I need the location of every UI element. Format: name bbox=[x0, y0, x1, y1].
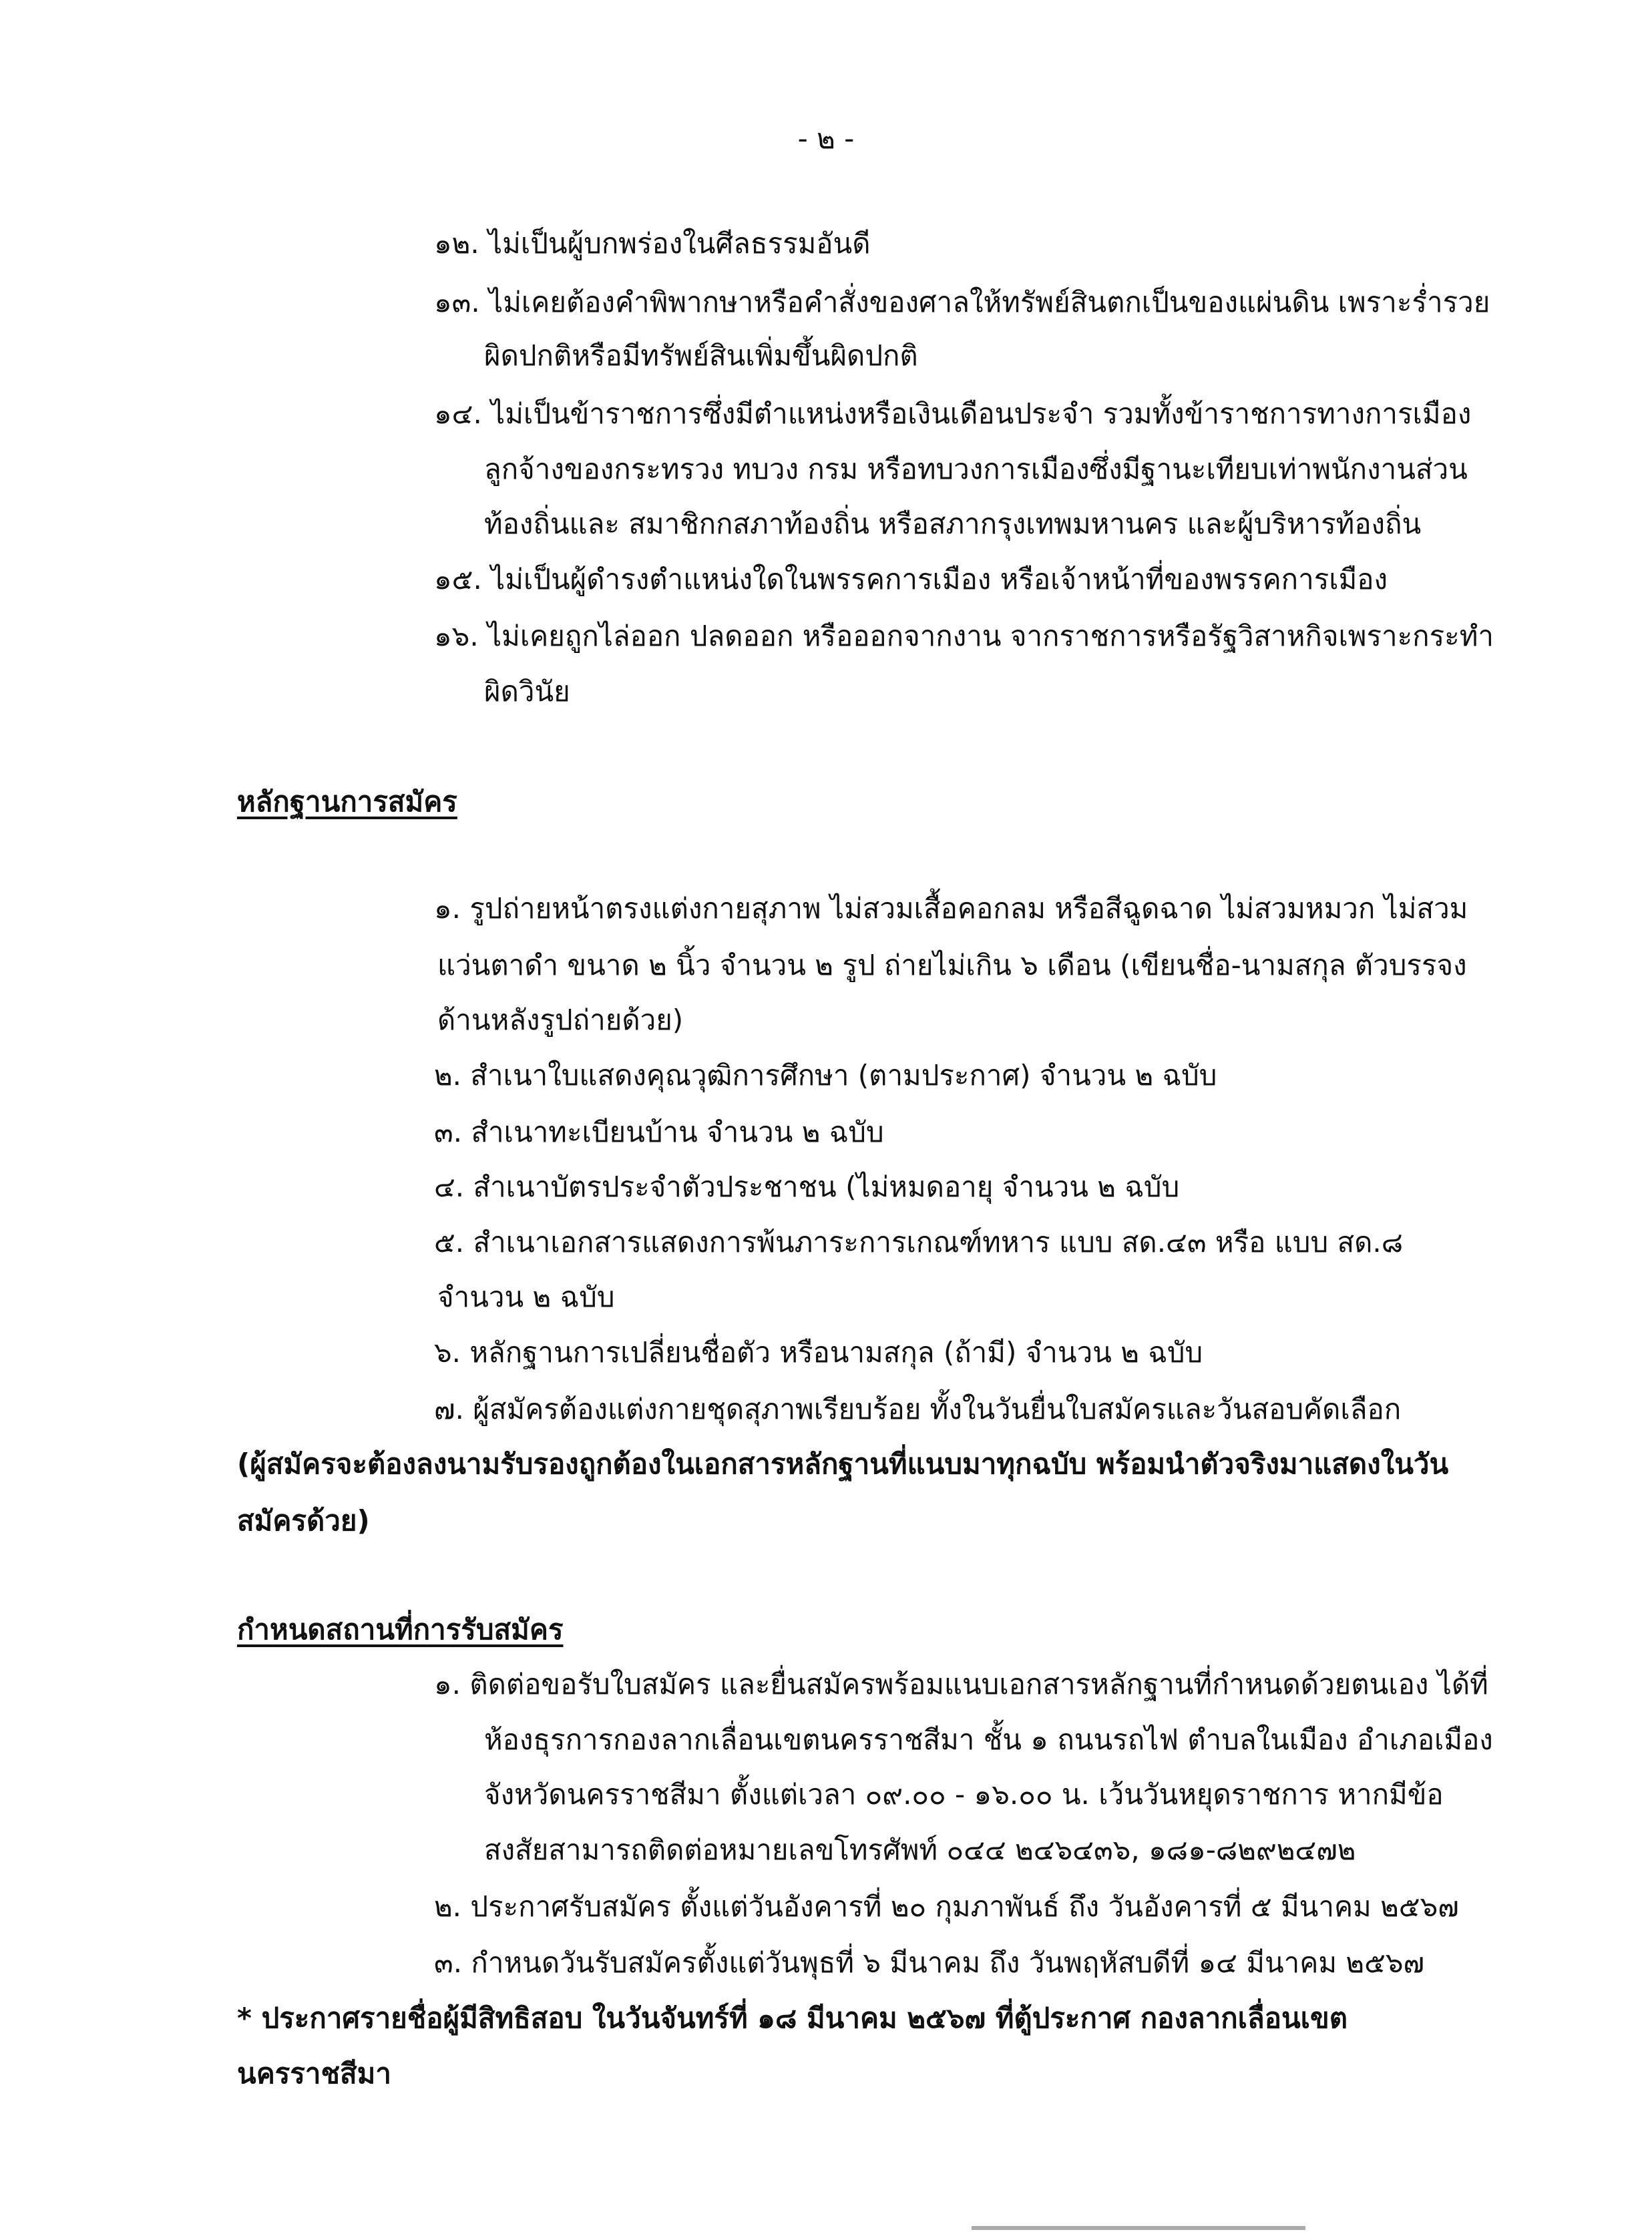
qualification-16-line-1: ๑๖. ไม่เคยถูกไล่ออก ปลดออก หรือออกจากงาน จากราชการหรือรัฐวิสาหกิจเพราะกระทำ bbox=[434, 620, 1494, 652]
evidence-item-4: ๔. สำเนาบัตรประจำตัวประชาชน (ไม่หมดอายุ จำนวน ๒ ฉบับ bbox=[434, 1170, 1180, 1203]
qualification-14-line-1: ๑๔. ไม่เป็นข้าราชการซึ่งมีตำแหน่งหรือเงินเดือนประจำ รวมทั้งข้าราชการทางการเมือง bbox=[434, 397, 1472, 430]
location-item-1-line-4: สงสัยสามารถติดต่อหมายเลขโทรศัพท์ ๐๔๔ ๒๔๖๔๓๖, ๑๘๑-๘๒๙๒๔๗๒ bbox=[484, 1833, 1356, 1866]
announcement-note-line-2: นครราชสีมา bbox=[237, 2057, 391, 2090]
location-item-1-line-1: ๑. ติดต่อขอรับใบสมัคร และยื่นสมัครพร้อมแนบเอกสารหลักฐานที่กำหนดด้วยตนเอง ได้ที่ bbox=[434, 1668, 1488, 1701]
qualification-16-line-2: ผิดวินัย bbox=[484, 675, 570, 708]
qualification-12-line-1: ๑๒. ไม่เป็นผู้บกพร่องในศีลธรรมอันดี bbox=[434, 227, 871, 260]
evidence-item-5-line-1: ๕. สำเนาเอกสารแสดงการพ้นภาระการเกณฑ์ทหาร แบบ สด.๔๓ หรือ แบบ สด.๘ bbox=[434, 1226, 1404, 1259]
evidence-item-6: ๖. หลักฐานการเปลี่ยนชื่อตัว หรือนามสกุล (ถ้ามี) จำนวน ๒ ฉบับ bbox=[434, 1336, 1203, 1369]
location-item-2: ๒. ประกาศรับสมัคร ตั้งแต่วันอังคารที่ ๒๐ กุมภาพันธ์ ถึง วันอังคารที่ ๕ มีนาคม ๒๕๖๗ bbox=[434, 1890, 1459, 1923]
evidence-heading: หลักฐานการสมัคร bbox=[237, 785, 457, 818]
qualification-13-line-1: ๑๓. ไม่เคยต้องคำพิพากษาหรือคำสั่งของศาลให้ทรัพย์สินตกเป็นของแผ่นดิน เพราะร่ำรวย bbox=[434, 286, 1490, 318]
location-item-1-line-3: จังหวัดนครราชสีมา ตั้งแต่เวลา ๐๙.๐๐ - ๑๖.๐๐ น. เว้นวันหยุดราชการ หากมีข้อ bbox=[484, 1778, 1444, 1811]
qualification-14-line-2: ลูกจ้างของกระทรวง ทบวง กรม หรือทบวงการเมืองซึ่งมีฐานะเทียบเท่าพนักงานส่วน bbox=[484, 453, 1468, 485]
qualification-14-line-3: ท้องถิ่นและ สมาชิกกสภาท้องถิ่น หรือสภากรุงเทพมหานคร และผู้บริหารท้องถิ่น bbox=[484, 507, 1422, 540]
evidence-item-3: ๓. สำเนาทะเบียนบ้าน จำนวน ๒ ฉบับ bbox=[434, 1116, 884, 1148]
evidence-item-1-line-2: แว่นตาดำ ขนาด ๒ นิ้ว จำนวน ๒ รูป ถ่ายไม่เกิน ๖ เดือน (เขียนชื่อ-นามสกุล ตัวบรรจง bbox=[437, 949, 1467, 981]
page-number: - ๒ - bbox=[797, 122, 855, 155]
scan-edge-mark bbox=[972, 2226, 1305, 2230]
evidence-item-2: ๒. สำเนาใบแสดงคุณวุฒิการศึกษา (ตามประกาศ) จำนวน ๒ ฉบับ bbox=[434, 1059, 1217, 1092]
location-item-1-line-2: ห้องธุรการกองลากเลื่อนเขตนครราชสีมา ชั้น ๑ ถนนรถไฟ ตำบลในเมือง อำเภอเมือง bbox=[484, 1723, 1493, 1756]
evidence-note-line-2: สมัครด้วย) bbox=[237, 1504, 370, 1537]
announcement-note-line-1: * ประกาศรายชื่อผู้มีสิทธิสอบ ในวันจันทร์ที่ ๑๘ มีนาคม ๒๕๖๗ ที่ตู้ประกาศ กองลากเลื่อนเขต bbox=[237, 2002, 1348, 2034]
location-heading: กำหนดสถานที่การรับสมัคร bbox=[237, 1613, 564, 1646]
evidence-item-5-line-2: จำนวน ๒ ฉบับ bbox=[437, 1281, 615, 1313]
qualification-13-line-2: ผิดปกติหรือมีทรัพย์สินเพิ่มขึ้นผิดปกติ bbox=[484, 339, 918, 372]
evidence-item-1-line-3: ด้านหลังรูปถ่ายด้วย) bbox=[437, 1003, 684, 1036]
qualification-15-line-1: ๑๕. ไม่เป็นผู้ดำรงตำแหน่งใดในพรรคการเมือง หรือเจ้าหน้าที่ของพรรคการเมือง bbox=[434, 563, 1388, 596]
evidence-note-line-1: (ผู้สมัครจะต้องลงนามรับรองถูกต้องในเอกสารหลักฐานที่แนบมาทุกฉบับ พร้อมนำตัวจริงมาแสดงในวัน bbox=[237, 1447, 1449, 1480]
location-item-3: ๓. กำหนดวันรับสมัครตั้งแต่วันพุธที่ ๖ มีนาคม ถึง วันพฤหัสบดีที่ ๑๔ มีนาคม ๒๕๖๗ bbox=[434, 1946, 1425, 1979]
evidence-item-1-line-1: ๑. รูปถ่ายหน้าตรงแต่งกายสุภาพ ไม่สวมเสื้อคอกลม หรือสีฉูดฉาด ไม่สวมหมวก ไม่สวม bbox=[434, 892, 1468, 925]
evidence-item-7: ๗. ผู้สมัครต้องแต่งกายชุดสุภาพเรียบร้อย ทั้งในวันยื่นใบสมัครและวันสอบคัดเลือก bbox=[434, 1393, 1402, 1425]
